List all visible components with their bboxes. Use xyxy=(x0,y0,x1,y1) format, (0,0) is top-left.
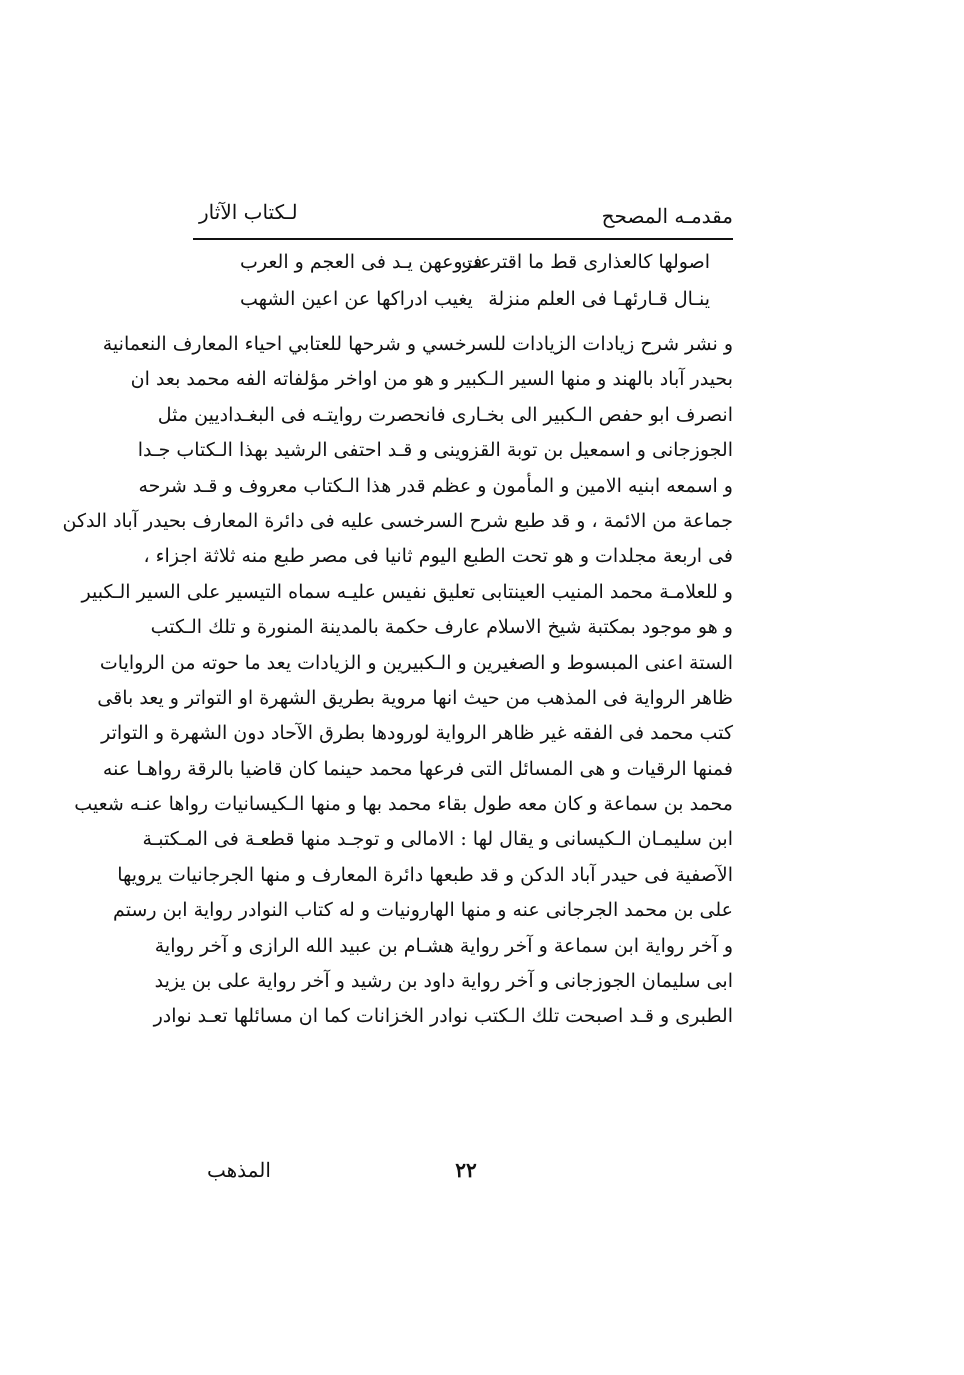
text-line: فى اربعة مجلدات و هو تحت الطبع اليوم ثانيا فى مصر طبع منه ثلاثة اجزاء ، xyxy=(143,545,733,568)
text-line: فمنها الرقيات و هى المسائل التى فرعها محمد حينما كان قاضيا بالرقة رواهـا عنه xyxy=(102,757,733,780)
text-line: محمد بن سماعة و كان معه طول بقاء محمد بها و منها الـكيسانيات رواها عنـه شعيب xyxy=(74,793,733,816)
page-footer xyxy=(193,1158,733,1188)
text-line: و نشر شرح زيادات الزيادات للسرخسي و شرحها للعتابي احياء المعارف النعمانية xyxy=(102,333,733,355)
text-line: الجوزجانى و اسمعيل بن توبة القزوينى و قـد احتفى الرشيد بهذا الـكتاب جـدا xyxy=(137,439,733,462)
running-header xyxy=(193,200,733,236)
text-line: ظاهر الرواية فى المذهب من حيث انها مروية بطريق الشهرة او التواتر و يعد باقى xyxy=(97,686,733,709)
text-line: الطبرى و قـد اصبحت تلك الـكتب نوادر الخزانات كما ان مسائلها تعـد نوادر xyxy=(153,1005,733,1028)
text-line: على بن محمد الجرجانى عنه و منها الهارونيات و له كتاب النوادر رواية ابن رستم xyxy=(113,899,733,922)
verse-first-hemistich: ينـال قـارئهـا فى العلم منزلة xyxy=(488,288,710,310)
text-line: و هو موجود بمكتبة شيخ الاسلام عارف حكمة بالمدينة المنورة و تلك الـكتب xyxy=(150,616,733,639)
text-line: انصرف ابو حفص الـكبير الى بخـارى فانحصرت روايتـه فى البغـداديين مثل xyxy=(157,403,733,426)
catchword: المذهب xyxy=(207,1158,271,1182)
verse-first-hemistich: اصولها كالعذارى قط ما اقترعت xyxy=(461,251,710,273)
text-line: و للعلامـة محمد المنيب العينتابى تعليق نفيس عليـه سماه التيسير على السير الـكبير xyxy=(81,580,733,603)
text-line: جماعة من الائمة ، و قد طبع شرح السرخسى عليه فى دائرة المعارف بحيدر آباد الدكن xyxy=(62,509,733,532)
text-line: الستة اعنى المبسوط و الصغيرين و الـكبيرين و الزيادات يعد ما حوته من الروايات xyxy=(99,651,733,674)
text-line: بحيدر آباد بالهند و منها السير الـكبير و هو من اواخر مؤلفاته الفه محمد بعد ان xyxy=(130,368,733,391)
body-text xyxy=(62,327,733,1035)
verse-second-hemistich: فروعهن يـد فى العجم و العرب xyxy=(240,251,483,273)
page-number: ٢٢ xyxy=(455,1158,477,1182)
text-line: ابن سليمـان الـكيسانى و يقال لها : الامالى و توجـد منها قطعـة فى المـكتبـة xyxy=(142,828,733,851)
text-line: ابى سليمان الجوزجانى و آخر رواية داود بن رشيد و آخر رواية على بن يزيد xyxy=(154,970,733,993)
text-line: كتب محمد فى الفقه غير ظاهر الرواية لورودها بطرق الآحاد دون الشهرة و التواتر xyxy=(101,722,733,745)
verse-second-hemistich: يغيب ادراكها عن اعين الشهب xyxy=(240,288,473,310)
text-line: الآصفية فى حيدر آباد الدكن و قد طبعها دائرة المعارف و منها الجرجانيات يرويها xyxy=(117,863,733,886)
header-section-title: مقدمـه المصحح xyxy=(601,204,733,228)
header-rule xyxy=(193,238,733,240)
text-line: و اسمعه ابنيه الامين و المأمون و عظم قدر هذا الـكتاب معروف و قـد شرحه xyxy=(138,474,733,497)
text-line: و آخر رواية ابن سماعة و آخر رواية هشـام بن عبيد الله الرازى و آخر رواية xyxy=(154,934,733,957)
header-book-title: لـكتاب الآثار xyxy=(199,200,298,224)
